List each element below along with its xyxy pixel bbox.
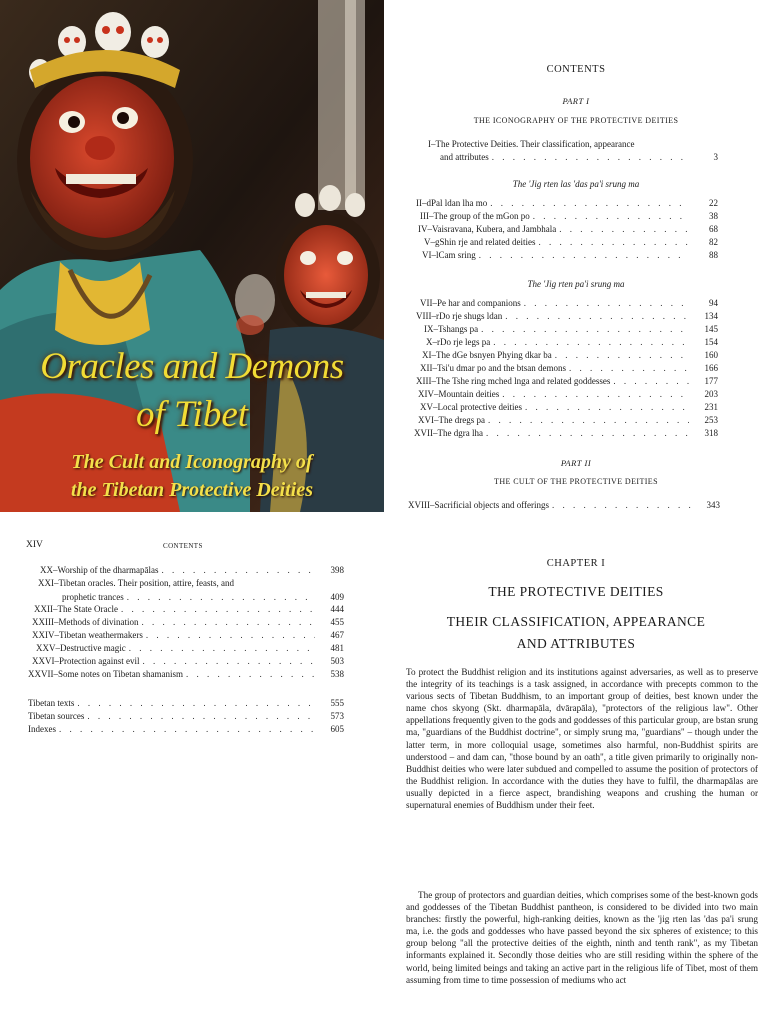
leader-dots xyxy=(525,402,689,413)
leader-dots xyxy=(486,428,689,439)
toc-entry-page: 177 xyxy=(704,376,718,386)
part-1-label: PART I xyxy=(562,96,590,106)
book-cover xyxy=(0,0,384,512)
toc-entry-page: 22 xyxy=(709,198,718,208)
toc-entry-page: 444 xyxy=(330,604,344,614)
part-1-title: THE ICONOGRAPHY OF THE PROTECTIVE DEITIES xyxy=(473,116,679,125)
toc-entry-page: 3 xyxy=(713,152,718,162)
toc-entry-label: XI–The dGe bsnyen Phying dkar ba xyxy=(422,350,552,360)
leader-dots xyxy=(524,298,689,309)
chapter-subtitle-line-1: THEIR CLASSIFICATION, APPEARANCE xyxy=(446,614,706,629)
toc-entry[interactable] xyxy=(32,630,344,641)
leader-dots xyxy=(479,250,689,261)
cover-subtitle-line-1: The Cult and Iconography of xyxy=(71,451,313,473)
toc-entry-label: Tibetan texts xyxy=(28,698,75,708)
toc-entry[interactable] xyxy=(34,604,344,615)
toc-entry-i[interactable] xyxy=(440,152,718,163)
toc-entry-page: 455 xyxy=(330,617,344,627)
leader-dots xyxy=(555,350,689,361)
leader-dots xyxy=(87,711,315,722)
leader-dots xyxy=(533,211,689,222)
toc-entry-label: XXV–Destructive magic xyxy=(36,643,126,653)
leader-dots xyxy=(127,592,315,603)
toc-entry-page: 538 xyxy=(330,669,344,679)
toc-entry[interactable] xyxy=(32,656,344,667)
toc-entry-page: 160 xyxy=(704,350,718,360)
toc-entry-page: 343 xyxy=(706,500,720,510)
toc-entry[interactable] xyxy=(28,669,344,680)
toc-entry-label: IX–Tshangs pa xyxy=(424,324,479,334)
leader-dots xyxy=(481,324,689,335)
toc-entry[interactable] xyxy=(416,198,718,209)
toc-entry-label: Indexes xyxy=(28,724,56,734)
toc-entry-label: VIII–rDo rje shugs ldan xyxy=(416,311,503,321)
toc-entry-label: XXIV–Tibetan weathermakers xyxy=(32,630,143,640)
toc-entry-page: 231 xyxy=(704,402,718,412)
toc-entry-xx[interactable] xyxy=(40,565,344,576)
toc-entry[interactable] xyxy=(424,237,718,248)
toc-entry[interactable] xyxy=(32,617,344,628)
toc-entry-label: XVII–The dgra lha xyxy=(414,428,483,438)
toc-entry-label: and attributes xyxy=(440,152,489,162)
toc-entry-page: 398 xyxy=(330,565,344,575)
running-title: CONTENTS xyxy=(163,542,203,550)
leader-dots xyxy=(505,311,689,322)
toc-entry-label: VI–lCam sring xyxy=(422,250,476,260)
toc-entry-page: 573 xyxy=(330,711,344,721)
leader-dots xyxy=(613,376,689,387)
leader-dots xyxy=(552,500,691,511)
leader-dots xyxy=(129,643,315,654)
subhead-jig-rten-pai: The 'Jig rten pa'i srung ma xyxy=(527,279,625,289)
chapter-1-page xyxy=(384,512,768,1024)
toc-entry-label: I–The Protective Deities. Their classification, appearance xyxy=(428,139,635,149)
part-2-title: THE CULT OF THE PROTECTIVE DEITIES xyxy=(494,477,658,486)
toc-entry-label: XX–Worship of the dharmapālas xyxy=(40,565,159,575)
toc-entry[interactable] xyxy=(422,350,718,361)
toc-entry[interactable] xyxy=(420,298,718,309)
toc-entry-label: XV–Local protective deities xyxy=(420,402,522,412)
toc-entry-label: XXVI–Protection against evil xyxy=(32,656,140,666)
toc-entry-label: XIII–The Tshe ring mched lnga and related goddesses xyxy=(416,376,611,386)
toc-entry-page: 481 xyxy=(330,643,344,653)
toc-entry-label: XIV–Mountain deities xyxy=(418,389,500,399)
toc-entry-i-line-1 xyxy=(428,139,718,150)
toc-entry-page: 203 xyxy=(704,389,718,399)
toc-entry-label: XXIII–Methods of divination xyxy=(32,617,139,627)
toc-entry-page: 94 xyxy=(709,298,718,308)
toc-entry[interactable] xyxy=(420,363,718,374)
page-folio: XIV xyxy=(26,540,43,550)
leader-dots xyxy=(502,389,689,400)
toc-entry-label: II–dPal ldan lha mo xyxy=(416,198,488,208)
toc-entry-page: 555 xyxy=(330,698,344,708)
toc-entry-label: XXI–Tibetan oracles. Their position, attire, feasts, and xyxy=(38,578,234,588)
toc-entry-label: XXII–The State Oracle xyxy=(34,604,118,614)
toc-entry-page: 82 xyxy=(709,237,718,247)
toc-entry-label: Tibetan sources xyxy=(28,711,85,721)
leader-dots xyxy=(121,604,315,615)
leader-dots xyxy=(569,363,689,374)
leader-dots xyxy=(141,617,315,628)
toc-entry[interactable] xyxy=(416,376,718,387)
chapter-subtitle-line-2: AND ATTRIBUTES xyxy=(516,636,636,651)
toc-back-matter[interactable] xyxy=(28,724,344,735)
toc-entry-page: 38 xyxy=(709,211,718,221)
toc-entry-label: VII–Pe har and companions xyxy=(420,298,521,308)
leader-dots xyxy=(146,630,315,641)
toc-entry[interactable] xyxy=(414,428,718,439)
toc-entry[interactable] xyxy=(418,415,718,426)
toc-entry[interactable] xyxy=(36,643,344,654)
toc-entry-page: 318 xyxy=(704,428,718,438)
toc-entry-page: 253 xyxy=(704,415,718,425)
toc-entry-label: V–gShin rje and related deities xyxy=(424,237,536,247)
cover-title-line-1: Oracles and Demons xyxy=(40,346,344,387)
toc-entry-page: 166 xyxy=(704,363,718,373)
toc-entry[interactable] xyxy=(420,211,718,222)
chapter-label: CHAPTER I xyxy=(546,558,606,569)
toc-entry-label: X–rDo rje legs pa xyxy=(426,337,491,347)
leader-dots xyxy=(490,198,689,209)
toc-entry-label: XXVII–Some notes on Tibetan shamanism xyxy=(28,669,183,679)
chapter-title: THE PROTECTIVE DEITIES xyxy=(488,584,664,599)
toc-entry-page: 154 xyxy=(704,337,718,347)
body-paragraph-2: The group of protectors and guardian deities, which comprises some of the best-known gods and goddesses of the Tibetan Buddhist pantheon, is considered to be divided into two main branches: firstly the powerful, high-ranking deities, known as the 'jig rten las 'das pa'i srung ma, i.e. the gods and goddesses who have passed beyond the six spheres of existence; to this group belong "all the protective deities of the eighth, ninth and tenth rank", as my Tibetan informants explained it. Secondly those deities who are still residing within the sphere of the world, being limited beings and taking an active part in the religious life of Tibet, most of them assuming from time to time possession of mediums who act xyxy=(406,890,758,985)
leader-dots xyxy=(493,337,689,348)
toc-entry-label: prophetic trances xyxy=(62,592,124,602)
toc-back-matter[interactable] xyxy=(28,711,344,722)
toc-entry-label: IV–Vaisravana, Kubera, and Jambhala xyxy=(418,224,557,234)
toc-entry-xxi-line-1 xyxy=(38,578,318,589)
leader-dots xyxy=(162,565,316,576)
toc-entry[interactable] xyxy=(416,311,718,322)
toc-entry[interactable] xyxy=(418,224,718,235)
leader-dots xyxy=(488,415,689,426)
toc-entry-page: 409 xyxy=(330,592,344,602)
toc-entry-page: 503 xyxy=(330,656,344,666)
contents-page-1 xyxy=(384,0,768,512)
contents-heading: CONTENTS xyxy=(546,64,606,75)
body-paragraph-1: To protect the Buddhist religion and its institutions against adversaries, as well as to preserve the integrity of its teachings is a task assigned, in accordance with precepts common to the various sects of Tibetan Buddhism, to an important group of deities, best known under the name chos skyong (Skt. dharmapāla, dvārapāla), "protectors of the religious law". Other appellations frequently given to the gods and goddesses of this particular group, are bstan srung ma, "guardians of the Buddhist doctrine", or simply srung ma, "guardians" – though under the latter term, in more colloquial usage, sometimes also harmful, non-Buddhist spirits are understood – and dam can, "those bound by an oath", a title given primarily to originally non-Buddhist deities who were later subdued and compelled to assume the position of protectors of the Buddhist religion. In accordance with the duties they have to fulfil, the dharmapālas are usually depicted in a fierce aspect, brandishing weapons and crushing the human or supernatural enemies of Buddhism under their feet. xyxy=(406,667,758,811)
toc-entry-page: 68 xyxy=(709,224,718,234)
contents-page-2 xyxy=(0,512,384,1024)
toc-entry-page: 134 xyxy=(704,311,718,321)
toc-entry-page: 605 xyxy=(330,724,344,734)
toc-entry[interactable] xyxy=(418,389,718,400)
leader-dots xyxy=(142,656,315,667)
toc-back-matter[interactable] xyxy=(28,698,344,709)
toc-entry-page: 88 xyxy=(709,250,718,260)
leader-dots xyxy=(492,152,689,163)
toc-entry-page: 145 xyxy=(704,324,718,334)
toc-entry[interactable] xyxy=(420,402,718,413)
toc-entry-label: XVIII–Sacrificial objects and offerings xyxy=(408,500,550,510)
toc-entry-xxi[interactable] xyxy=(62,592,344,603)
leader-dots xyxy=(77,698,315,709)
leader-dots xyxy=(186,669,315,680)
cover-subtitle-line-2: the Tibetan Protective Deities xyxy=(71,479,313,501)
toc-entry-page: 467 xyxy=(330,630,344,640)
leader-dots xyxy=(538,237,689,248)
toc-entry[interactable] xyxy=(422,250,718,261)
subhead-jig-rten-las-das: The 'Jig rten las 'das pa'i srung ma xyxy=(512,179,640,189)
leader-dots xyxy=(59,724,315,735)
toc-entry-xviii[interactable] xyxy=(408,500,720,511)
toc-entry-label: XII–Tsi'u dmar po and the btsan demons xyxy=(420,363,566,373)
toc-entry[interactable] xyxy=(424,324,718,335)
leader-dots xyxy=(559,224,689,235)
toc-entry-label: XVI–The dregs pa xyxy=(418,415,485,425)
cover-title-line-2: of Tibet xyxy=(135,394,249,435)
toc-entry-label: III–The group of the mGon po xyxy=(420,211,530,221)
part-2-label: PART II xyxy=(560,458,592,468)
toc-entry[interactable] xyxy=(426,337,718,348)
